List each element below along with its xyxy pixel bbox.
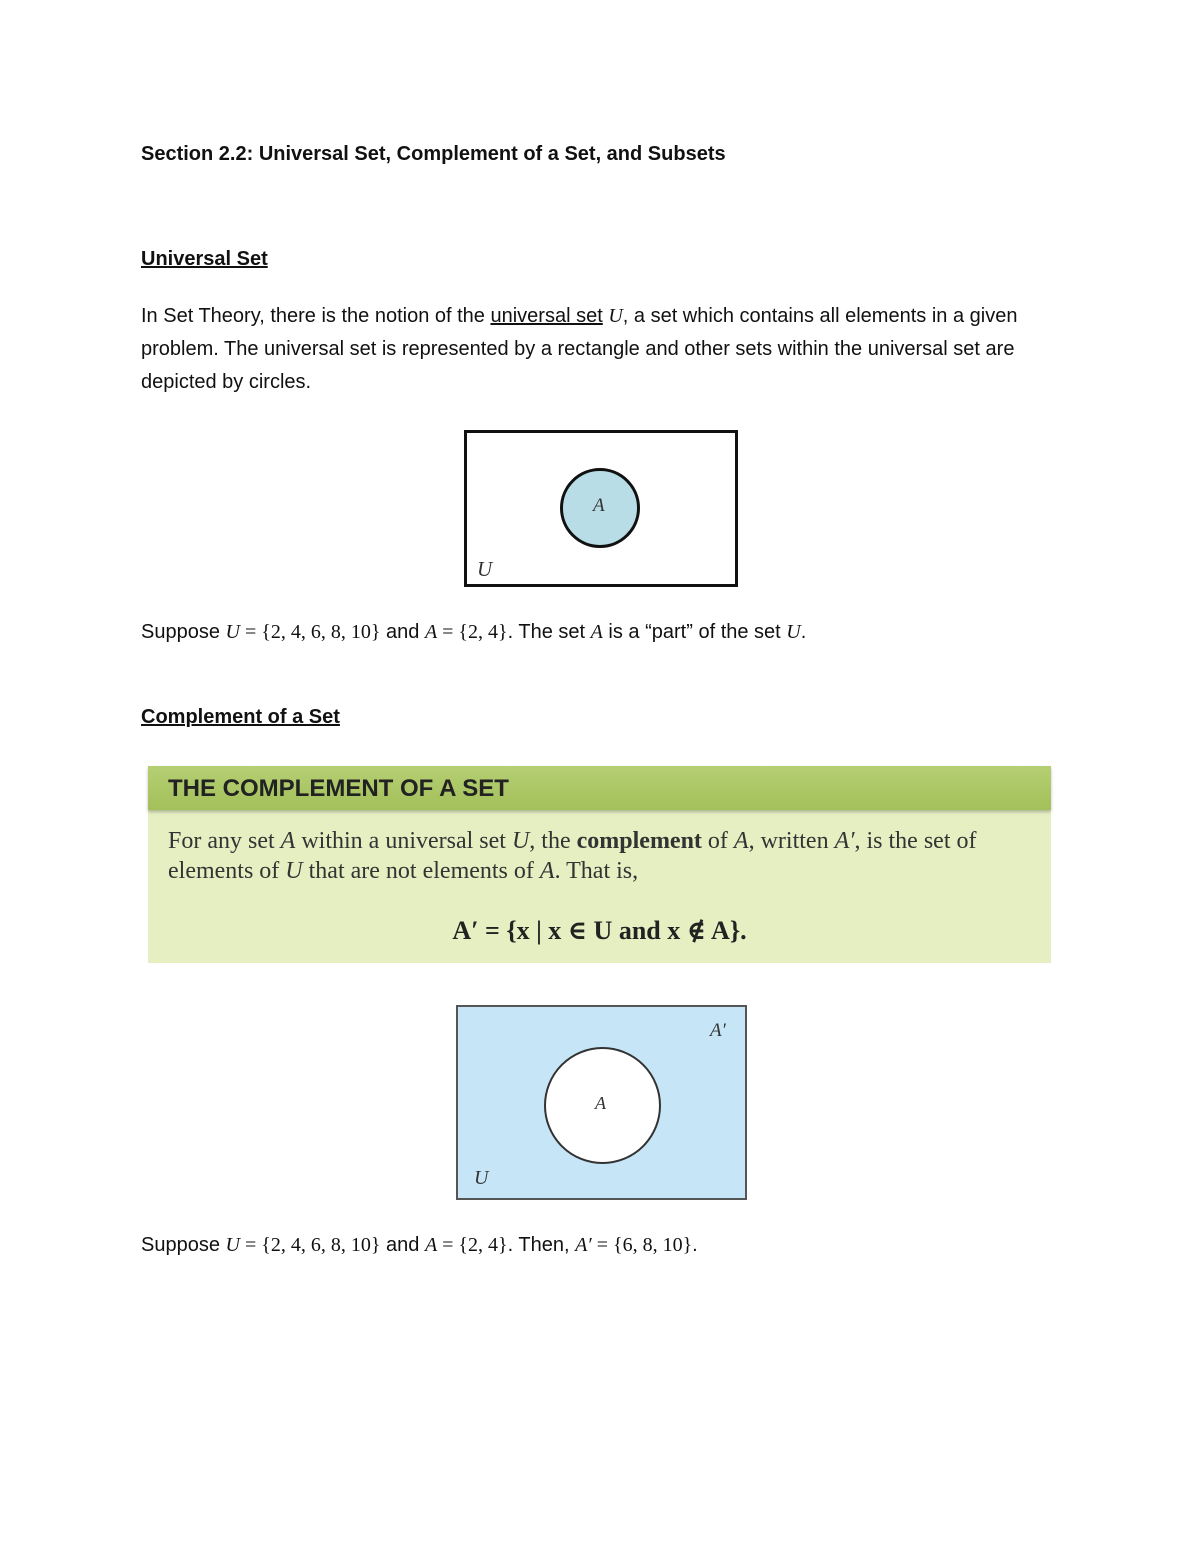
def-math: A <box>539 858 555 884</box>
example-math: U <box>225 1234 240 1256</box>
def-text: , written <box>748 828 835 854</box>
example-text: and <box>380 1234 425 1256</box>
example-text: . The set <box>507 621 591 643</box>
example-text: Suppose <box>141 621 226 643</box>
def-math: U <box>285 858 303 884</box>
example-math: A <box>424 621 438 643</box>
complement-label: A′ <box>710 1020 726 1041</box>
example-math: = {2, 4, 6, 8, 10} <box>239 621 381 643</box>
example-math: U <box>225 621 240 643</box>
universe-label: U <box>477 557 493 581</box>
para-symbol-u: U <box>608 305 623 327</box>
para-intro: In Set Theory, there is the notion of the <box>141 305 491 327</box>
para-rest: , a set which contains all elements in a given problem. The universal set is represented by a rectangle and other sets within the universal set are depicted by circles. <box>141 305 1018 393</box>
def-math: A′ <box>834 828 855 854</box>
def-term: complement <box>576 828 702 854</box>
universal-set-heading: Universal Set <box>141 248 268 270</box>
definition-body <box>168 826 1038 886</box>
definition-header: THE COMPLEMENT OF A SET <box>168 775 509 802</box>
definition-header-bar <box>148 766 1051 810</box>
universal-set-term: universal set <box>490 305 603 327</box>
universal-set-example <box>141 621 806 644</box>
example-text: is a “part” of the set <box>602 621 787 643</box>
def-text: that are not elements of <box>302 858 540 884</box>
venn-diagram-universal <box>464 430 738 587</box>
example-math: = {2, 4} <box>437 621 508 643</box>
def-text: , is the set of elements of <box>168 828 977 884</box>
def-text: , the <box>529 828 577 854</box>
def-text: For any set <box>168 828 281 854</box>
def-text: within a universal set <box>295 828 512 854</box>
def-text: . That is, <box>554 858 639 884</box>
def-math: A <box>733 828 749 854</box>
def-text: of <box>701 828 734 854</box>
example-math: = {2, 4, 6, 8, 10} <box>239 1234 381 1256</box>
example-math: A′ <box>575 1234 592 1256</box>
complement-formula: A′ = {x | x ∈ U and x ∉ A}. <box>452 916 747 945</box>
set-a-label: A <box>595 1093 606 1113</box>
page-title: Section 2.2: Universal Set, Complement of a Set, and Subsets <box>141 143 726 165</box>
example-math: = {6, 8, 10} <box>591 1234 693 1256</box>
example-text: . <box>692 1234 698 1256</box>
def-math: U <box>511 828 530 854</box>
set-a-label: A <box>593 495 605 516</box>
example-math: A <box>424 1234 438 1256</box>
example-text: and <box>380 621 425 643</box>
complement-example <box>141 1234 698 1257</box>
universal-set-paragraph <box>141 300 1051 399</box>
example-text: . <box>800 621 807 643</box>
complement-definition-box <box>148 766 1051 963</box>
def-math: A <box>280 828 296 854</box>
example-math: A <box>590 621 603 643</box>
universe-label: U <box>474 1167 489 1189</box>
example-math: U <box>786 621 801 643</box>
example-text: Suppose <box>141 1234 226 1256</box>
example-math: = {2, 4} <box>437 1234 508 1256</box>
example-text: . Then, <box>507 1234 576 1256</box>
complement-heading: Complement of a Set <box>141 706 340 728</box>
venn-diagram-complement <box>456 1005 747 1200</box>
